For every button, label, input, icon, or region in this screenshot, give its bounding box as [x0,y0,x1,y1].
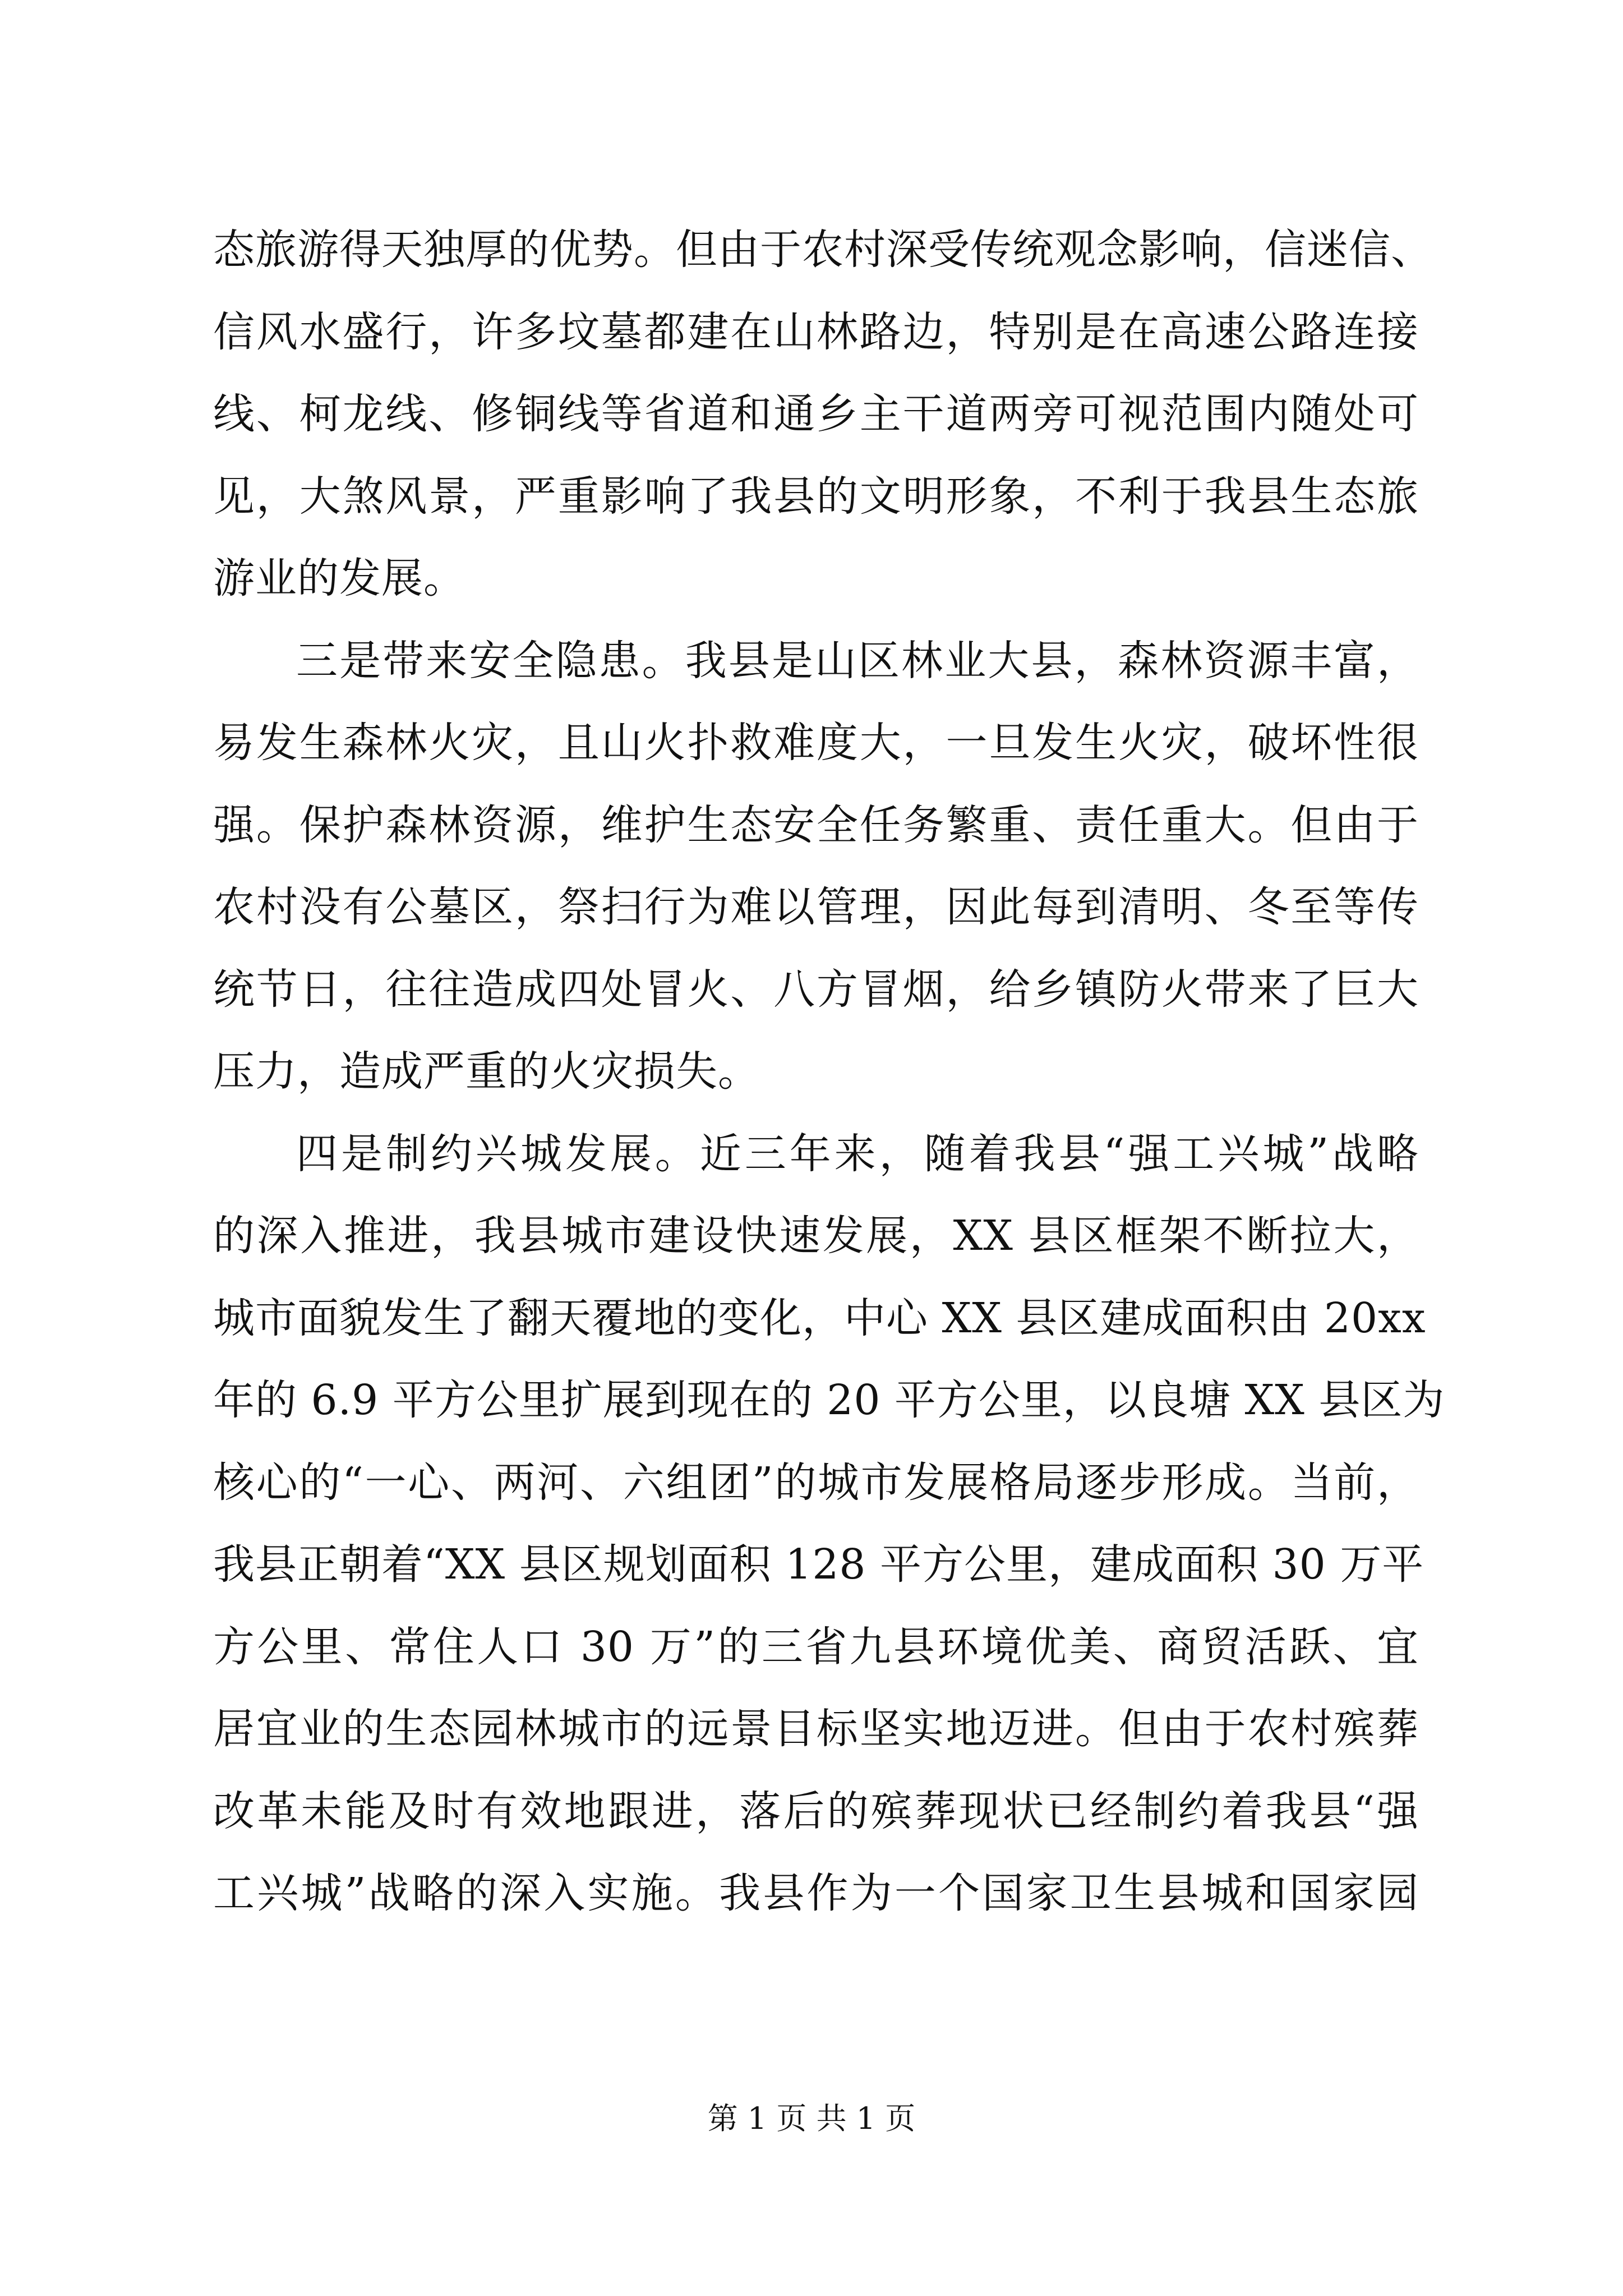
text-line: 游业的发展。 [213,554,465,602]
text-line: 的深入推进，我县城市建设快速发展，XX 县区框架不断拉大， [213,1212,1419,1260]
text-line: 年的 6.9 平方公里扩展到现在的 20 平方公里，以良塘 XX 县区为 [213,1376,1445,1424]
text-line: 线、柯龙线、修铜线等省道和通乡主干道两旁可视范围内随处可 [213,390,1419,438]
text-line: 核心的“一心、两河、六组团”的城市发展格局逐步形成。当前， [213,1458,1419,1507]
text-line: 强。保护森林资源，维护生态安全任务繁重、责任重大。但由于 [213,800,1419,849]
text-line: 态旅游得天独厚的优势。但由于农村深受传统观念影响，信迷信、 [213,226,1433,274]
text-line: 改革未能及时有效地跟进，落后的殡葬现状已经制约着我县“强 [213,1787,1419,1835]
page-footer: 第 1 页 共 1 页 [707,2101,916,2136]
text-line: 城市面貌发生了翻天覆地的变化，中心 XX 县区建成面积由 20xx [213,1294,1426,1342]
text-line: 工兴城”战略的深入实施。我县作为一个国家卫生县城和国家园 [213,1869,1419,1917]
text-line: 农村没有公墓区，祭扫行为难以管理，因此每到清明、冬至等传 [213,883,1419,931]
text-line: 压力，造成严重的火灾损失。 [213,1047,760,1096]
text-line: 我县正朝着“XX 县区规划面积 128 平方公里，建成面积 30 万平 [213,1540,1424,1589]
text-line: 居宜业的生态园林城市的远景目标坚实地迈进。但由于农村殡葬 [213,1705,1419,1753]
text-line: 见，大煞风景，严重影响了我县的文明形象，不利于我县生态旅 [213,472,1419,521]
text-line: 统节日，往往造成四处冒火、八方冒烟，给乡镇防火带来了巨大 [213,965,1419,1014]
text-line: 易发生森林火灾，且山火扑救难度大，一旦发生火灾，破坏性很 [213,719,1419,767]
text-line: 方公里、常住人口 30 万”的三省九县环境优美、商贸活跃、宜 [213,1622,1419,1671]
text-line: 信风水盛行，许多坟墓都建在山林路边，特别是在高速公路连接 [213,307,1419,356]
text-line: 三是带来安全隐患。我县是山区林业大县，森林资源丰富， [296,636,1419,685]
text-line: 四是制约兴城发展。近三年来，随着我县“强工兴城”战略 [296,1129,1419,1178]
document-body [213,209,1445,1935]
